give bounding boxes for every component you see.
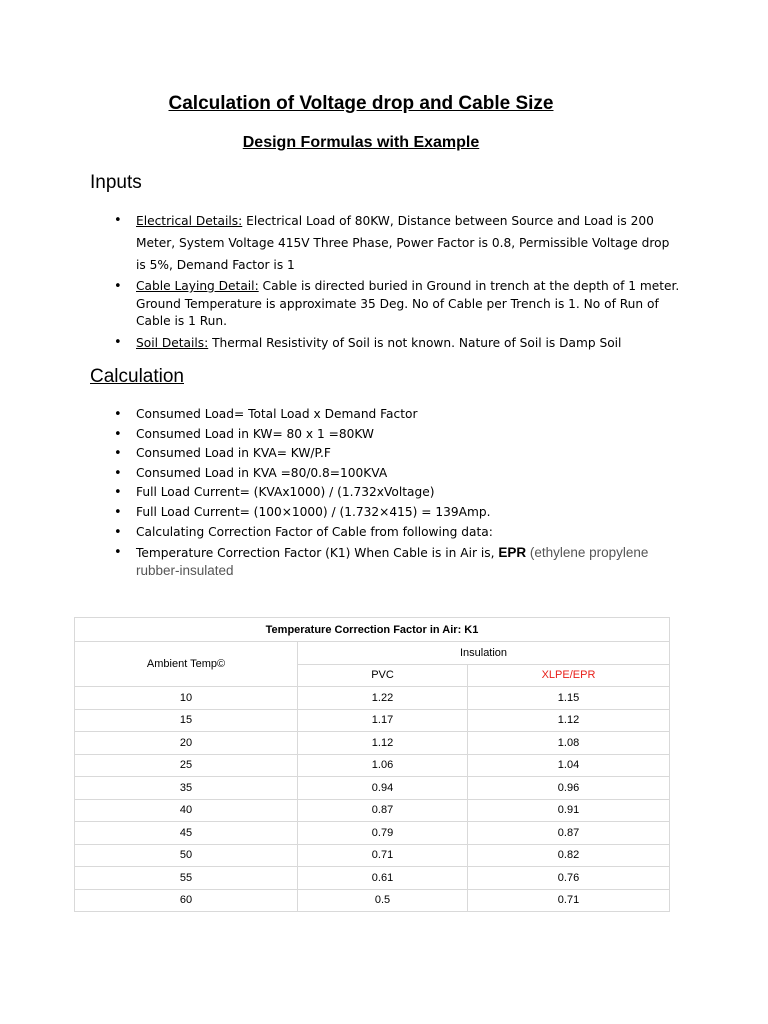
item-text: Electrical Load of 80KW, Distance between Source and Load is 200 Meter, System Voltage 415V Three Phase, Power Factor is 0.8, Permissible Voltage drop is 5%, Demand Factor is 1 [136,214,670,272]
table-row [75,732,670,755]
table-row [75,777,670,800]
epr-emphasis: EPR [498,545,527,561]
inputs-list [112,210,682,352]
table-row [75,709,670,732]
table-cell: 10 [75,687,298,710]
insulation-header: Insulation [298,642,670,665]
item-label: Soil Details: [136,335,209,350]
table-cell: 0.71 [468,889,670,912]
table-row [75,687,670,710]
table-cell: 1.22 [298,687,468,710]
table-header-row [75,642,670,665]
table-cell: 0.87 [298,799,468,822]
table-row [75,844,670,867]
item-text: Cable is directed buried in Ground in trench at the depth of 1 meter. Ground Temperature is approximate 35 Deg. No of Cable per Trench is 1. No of Run of Cable is 1 Run. [136,279,680,328]
table-cell: 60 [75,889,298,912]
list-item [112,334,682,352]
calculation-list [112,405,682,580]
list-item: • Consumed Load= Total Load x Demand Factor [112,405,682,425]
list-item: • Full Load Current= (KVAx1000) / (1.732xVoltage) [112,483,682,503]
pvc-header: PVC [298,664,468,687]
list-item [112,544,682,580]
table-cell: 1.04 [468,754,670,777]
item-text: Temperature Correction Factor (K1) When Cable is in Air is, [136,546,499,561]
table-caption: Temperature Correction Factor in Air: K1 [75,618,670,642]
table-row [75,754,670,777]
table-cell: 15 [75,709,298,732]
item-label: Electrical Details: [136,214,243,228]
document-subtitle: Design Formulas with Example [242,134,480,151]
table-cell: 1.12 [298,732,468,755]
table-cell: 1.15 [468,687,670,710]
list-item: • Calculating Correction Factor of Cable from following data: [112,523,682,543]
table-cell: 50 [75,844,298,867]
table-cell: 40 [75,799,298,822]
xlpe-epr-header: XLPE/EPR [468,664,670,687]
list-item [112,278,682,331]
table-cell: 0.61 [298,867,468,890]
ambient-temp-header: Ambient Temp© [75,642,298,687]
list-item: • Full Load Current= (100×1000) / (1.732×415) = 139Amp. [112,503,682,523]
list-item: • Consumed Load in KVA= KW/P.F [112,444,682,464]
table-row [75,867,670,890]
table-cell: 35 [75,777,298,800]
table-cell: 25 [75,754,298,777]
table-cell: 1.06 [298,754,468,777]
table-cell: 0.82 [468,844,670,867]
table-cell: 0.94 [298,777,468,800]
table-caption-row [75,618,670,642]
list-item: • Consumed Load in KW= 80 x 1 =80KW [112,425,682,445]
table-cell: 0.79 [298,822,468,845]
table-row [75,889,670,912]
epr-note: (ethylene propylene rubber-insulated [136,545,649,579]
table-row [75,799,670,822]
correction-factor-table [74,617,670,912]
inputs-heading: Inputs [90,172,142,193]
table-row [75,822,670,845]
table-cell: 1.08 [468,732,670,755]
table-cell: 1.12 [468,709,670,732]
table-cell: 0.87 [468,822,670,845]
table-cell: 0.71 [298,844,468,867]
table-cell: 0.76 [468,867,670,890]
list-item: • Consumed Load in KVA =80/0.8=100KVA [112,464,682,484]
list-item [112,210,682,276]
table-cell: 0.5 [298,889,468,912]
table-cell: 0.91 [468,799,670,822]
table-cell: 55 [75,867,298,890]
calculation-heading: Calculation [90,366,184,387]
table-cell: 45 [75,822,298,845]
table-cell: 1.17 [298,709,468,732]
document-title: Calculation of Voltage drop and Cable Size [168,93,554,114]
table-cell: 0.96 [468,777,670,800]
item-label: Cable Laying Detail: [136,279,259,293]
item-text: Thermal Resistivity of Soil is not known. Nature of Soil is Damp Soil [208,335,622,350]
table-cell: 20 [75,732,298,755]
